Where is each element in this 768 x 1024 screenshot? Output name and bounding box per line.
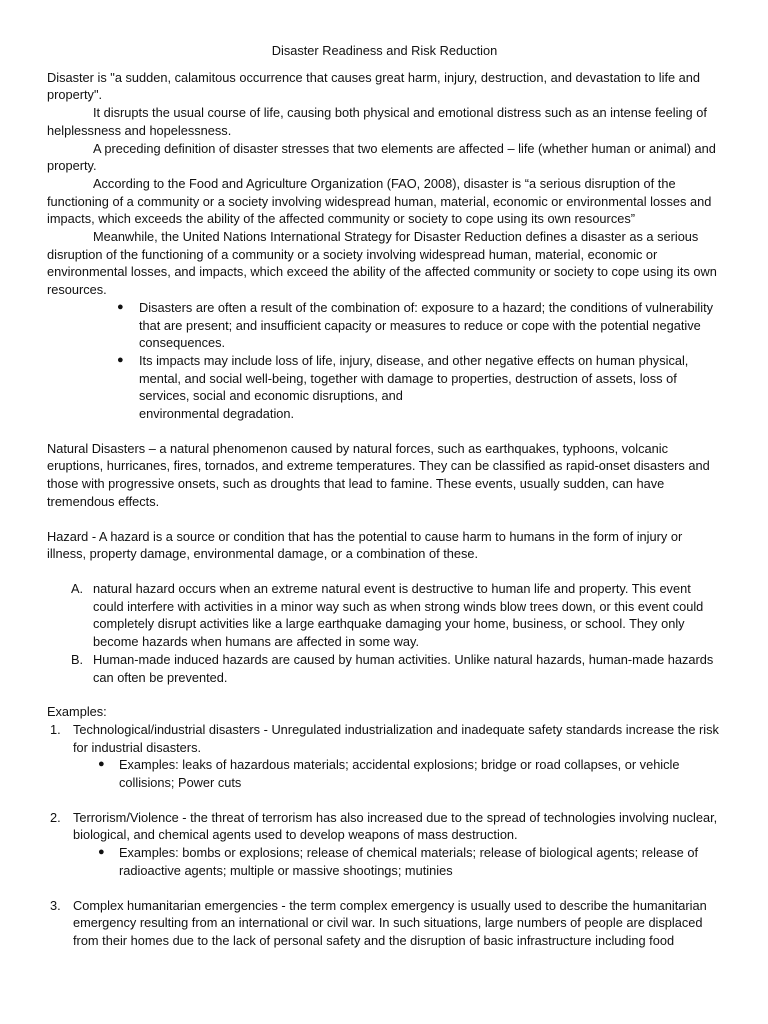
hazard-text: - A hazard is a source or condition that has the potential to cause harm to humans in the form of injury or illness, property damage, environmental damage, or a combination of these. (47, 528, 683, 562)
natural-disasters-term: Natural Disasters (47, 440, 146, 456)
bullet-icon: ● (98, 758, 105, 771)
list-item-text: Its impacts may include loss of life, injury, disease, and other negative effects on human physical, mental, and social well-being, together with damage to properties, destruction of assets, loss of services, social and economic disruptions, and (139, 352, 689, 404)
list-item (71, 651, 722, 686)
examples-list (47, 721, 722, 950)
list-item-text: Complex humanitarian emergencies - the term complex emergency is usually used to describe the humanitarian emergency resulting from an international or civil war. In such situations, large numbers of people are displaced from their homes due to the lack of personal safety and the disruption of basic infrastructure including food (73, 897, 707, 948)
sub-list-item-text: Examples: bombs or explosions; release of chemical materials; release of biological agents; release of radioactive agents; multiple or massive shootings; mutinies (119, 845, 698, 878)
spacer (73, 880, 722, 897)
examples-heading: Examples: (47, 704, 107, 720)
list-item-text: Disasters are often a result of the combination of: exposure to a hazard; the conditions of vulnerability that are present; and insufficient capacity or measures to reduce or cope with the potential negative consequences. (139, 299, 714, 351)
spacer (47, 686, 722, 703)
disaster-term: Disaster (47, 69, 94, 85)
list-number: 2. (50, 809, 61, 825)
disaster-paragraph-5: Meanwhile, the United Nations International Strategy for Disaster Reduction defines a disaster as a serious disruption of the functioning of a community or a society involving widespread human, material, economic or environmental losses, and impacts, which exceed the ability of the affected community or society to cope using its own resources. (47, 229, 717, 298)
list-item (117, 352, 722, 405)
sub-list (73, 844, 722, 879)
list-item (50, 809, 722, 897)
natural-disasters-text: – a natural phenomenon caused by natural forces, such as earthquakes, typhoons, volcanic eruptions, hurricanes, fires, tornados, and extreme temperatures. They can be classified as rapid-onset disasters and those with progressive onsets, such as droughts that lead to famine. These events, usually sudden, can have tremendous effects. (47, 440, 710, 509)
list-item-text: natural hazard occurs when an extreme natural event is destructive to human life and property. This event could interfere with activities in a minor way such as when strong winds blow trees down, or this event could completely disrupt activities like a large earthquake damaging your home, business, or school. They only become hazards when humans are affected in some way. (93, 580, 704, 650)
list-item-text: Human-made induced hazards are caused by human activities. Unlike natural hazards, human-made hazards can often be prevented. (93, 651, 714, 685)
spacer (47, 423, 722, 440)
page-title: Disaster Readiness and Risk Reduction (271, 43, 498, 58)
natural-disasters-paragraph (47, 440, 722, 511)
disaster-paragraph-3: A preceding definition of disaster stresses that two elements are affected – life (whether human or animal) and property. (47, 140, 716, 174)
list-item (117, 299, 722, 352)
disaster-paragraph-4: According to the Food and Agriculture Organization (FAO, 2008), disaster is “a serious disruption of the functioning of a community or a society involving widespread human, material, economic or environmental losses and impacts, which exceeds the ability of the affected community or society to cope using its own resources” (47, 175, 712, 227)
list-item (50, 897, 722, 950)
bullet-icon: ● (117, 353, 124, 366)
disaster-definition (47, 69, 722, 104)
list-marker: A. (71, 580, 84, 596)
list-item (71, 580, 722, 651)
list-number: 1. (50, 721, 61, 737)
hazard-paragraph (47, 528, 722, 563)
bullet-icon: ● (117, 300, 124, 313)
sub-list (73, 756, 722, 791)
list-item-continuation (139, 405, 722, 423)
list-item-text: environmental degradation. (139, 406, 295, 422)
spacer (47, 563, 722, 580)
sub-list-item (98, 844, 722, 879)
list-item-text: Technological/industrial disasters - Unregulated industrialization and inadequate safety standards increase the risk for industrial disasters. (73, 721, 719, 755)
list-item-text: Terrorism/Violence - the threat of terrorism has also increased due to the spread of technologies involving nuclear, biological, and chemical agents used to develop weapons of mass destruction. (73, 809, 718, 843)
spacer (47, 511, 722, 528)
hazard-term: Hazard (47, 528, 89, 544)
list-marker: B. (71, 651, 84, 667)
disaster-bullet-list (47, 299, 722, 423)
disaster-paragraph-2: It disrupts the usual course of life, causing both physical and emotional distress such as an intense feeling of helplessness and hopelessness. (47, 105, 707, 138)
sub-list-item (98, 756, 722, 791)
bullet-icon: ● (98, 846, 105, 859)
spacer (73, 792, 722, 809)
sub-list-item-text: Examples: leaks of hazardous materials; accidental explosions; bridge or road collapses, or vehicle collisions; Power cuts (119, 757, 680, 791)
list-number: 3. (50, 897, 61, 913)
hazard-type-list (47, 580, 722, 686)
list-item (50, 721, 722, 809)
disaster-definition-text: is "a sudden, calamitous occurrence that causes great harm, injury, destruction, and devastation to life and property". (47, 69, 701, 103)
